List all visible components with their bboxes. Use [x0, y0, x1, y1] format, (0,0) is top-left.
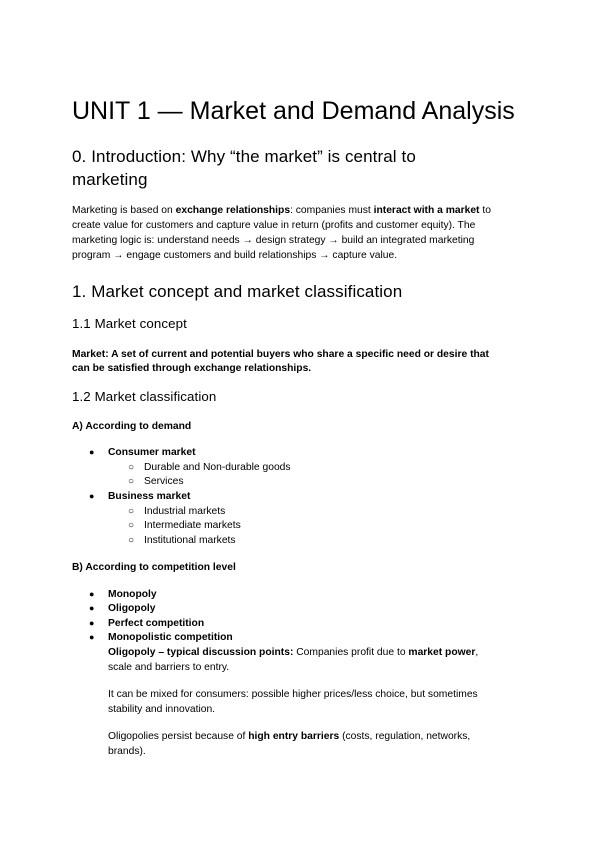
intro-heading-line1: 0. Introduction: Why “the market” is central to	[72, 147, 416, 166]
list-item-business-market: Business market	[108, 491, 191, 502]
list-item-monopolistic-competition: Monopolistic competition	[108, 632, 233, 643]
entry-barriers-emphasis: high entry barriers	[248, 731, 340, 742]
persist-paragraph-line2: brands).	[108, 746, 146, 757]
bullet-icon: ●	[89, 603, 95, 613]
list-item-durable-goods: Durable and Non-durable goods	[144, 462, 291, 473]
competition-subheading: B) According to competition level	[72, 562, 236, 573]
list-item-industrial-markets: Industrial markets	[144, 506, 226, 517]
persist-paragraph-line1: Oligopolies persist because of high entry barriers (costs, regulation, networks,	[108, 731, 471, 742]
circle-bullet-icon: ○	[128, 462, 135, 473]
list-item-institutional-markets: Institutional markets	[144, 535, 236, 546]
market-classification-heading: 1.2 Market classification	[72, 389, 217, 404]
market-definition-line1: Market: A set of current and potential buyers who share a specific need or desire that	[72, 349, 489, 360]
mixed-paragraph-line1: It can be mixed for consumers: possible higher prices/less choice, but sometimes	[108, 689, 478, 700]
circle-bullet-icon: ○	[128, 535, 135, 546]
mixed-paragraph-line2: stability and innovation.	[108, 704, 216, 715]
market-concept-heading: 1.1 Market concept	[72, 316, 187, 331]
market-definition-line2: can be satisfied through exchange relationships.	[72, 363, 312, 374]
interact-with-market-emphasis: interact with a market	[373, 205, 480, 216]
document-title: UNIT 1 — Market and Demand Analysis	[72, 97, 515, 125]
list-item-intermediate-markets: Intermediate markets	[144, 520, 241, 531]
circle-bullet-icon: ○	[128, 476, 135, 487]
intro-heading-line2: marketing	[72, 170, 148, 189]
section1-heading: 1. Market concept and market classification	[72, 282, 403, 301]
intro-paragraph-line4: program → engage customers and build relationships → capture value.	[72, 250, 398, 261]
intro-paragraph-line1: Marketing is based on exchange relationships: companies must interact with a market to	[72, 205, 491, 216]
bullet-icon: ●	[89, 447, 95, 457]
circle-bullet-icon: ○	[128, 506, 135, 517]
circle-bullet-icon: ○	[128, 520, 135, 531]
list-item-services: Services	[144, 476, 184, 487]
bullet-icon: ●	[89, 491, 95, 501]
exchange-relationships-emphasis: exchange relationships	[175, 205, 291, 216]
list-item-perfect-competition: Perfect competition	[108, 618, 205, 629]
list-item-consumer-market: Consumer market	[108, 447, 196, 458]
bullet-icon: ●	[89, 632, 95, 642]
oligopoly-discussion-line1: Oligopoly – typical discussion points: Companies profit due to market power,	[108, 647, 479, 658]
oligopoly-discussion-line2: scale and barriers to entry.	[108, 662, 230, 673]
market-power-emphasis: market power	[408, 647, 476, 658]
list-item-monopoly: Monopoly	[108, 589, 157, 600]
intro-paragraph-line3: marketing logic is: understand needs → design strategy → build an integrated marketing	[72, 235, 475, 246]
bullet-icon: ●	[89, 589, 95, 599]
demand-subheading: A) According to demand	[72, 421, 192, 432]
intro-paragraph-line2: create value for customers and capture value in return (profits and customer equity). The	[72, 220, 476, 231]
bullet-icon: ●	[89, 618, 95, 628]
list-item-oligopoly: Oligopoly	[108, 603, 156, 614]
